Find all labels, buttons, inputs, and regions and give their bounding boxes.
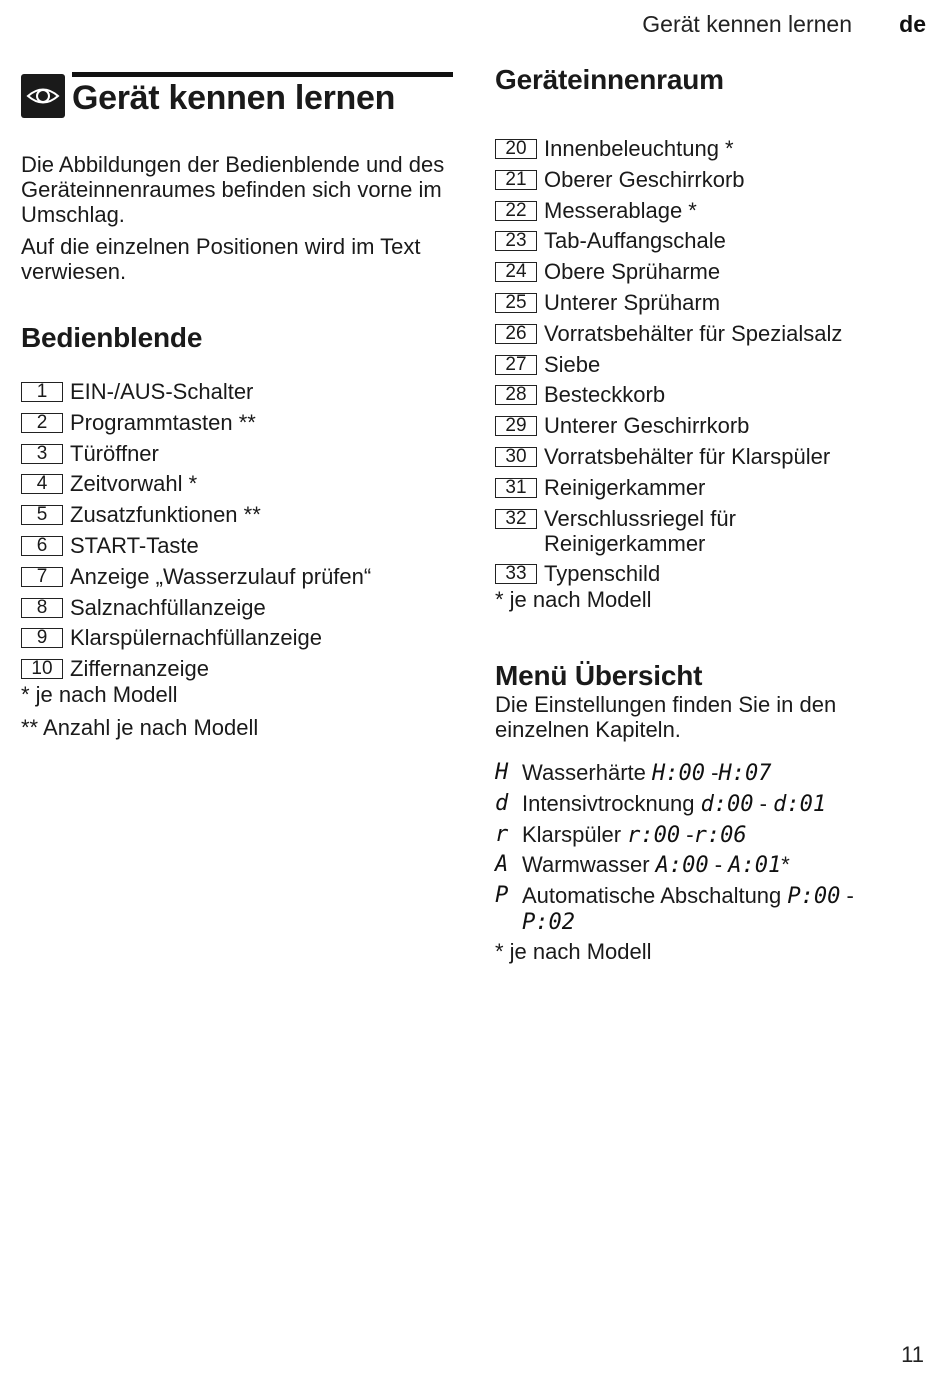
menu-intro: Die Einstellungen finden Sie in den einzelnen Kapiteln. [495,692,837,743]
position-number: 20 [495,139,537,159]
list-item [495,413,915,444]
list-item [495,561,915,587]
position-number: 3 [21,444,63,464]
item-label: Ziffernanzeige [70,656,210,682]
range-to: r:06 [693,822,747,848]
menu-label: Klarspüler [522,821,622,847]
position-number: 4 [21,474,63,494]
position-number: 30 [495,447,537,467]
range-to: H:07 [718,761,772,787]
item-label: Vorratsbehälter für Klarspüler [544,443,831,469]
list-item [21,564,453,595]
item-label: Unterer Geschirrkorb [544,413,750,439]
range-from: A:00 [655,853,709,879]
position-number: 5 [21,505,63,525]
heading-bedienblende: Bedienblende [21,322,203,353]
list-item [21,471,453,502]
item-label: Klarspülernachfüllanzeige [70,625,322,651]
item-label: Obere Sprüharme [544,259,721,285]
position-number: 1 [21,382,63,402]
item-label: EIN-/AUS-Schalter [70,379,254,404]
range-from: d:00 [700,791,754,817]
range-to: d:01 [773,791,827,817]
menu-row [495,791,915,822]
list-item [495,321,915,352]
display-letter: r [495,821,509,847]
item-label: Türöffner [70,440,159,466]
position-number: 26 [495,324,537,344]
left-column [21,72,453,740]
range-sep: - [753,790,774,816]
position-number: 28 [495,385,537,405]
list-item [21,656,453,682]
menu-label: Intensivtrocknung [522,790,695,816]
page-number: 11 [901,1342,924,1367]
item-label: Siebe [544,351,601,377]
item-label: Programmtasten ** [70,409,256,435]
menu-label: Wasserhärte [522,760,646,786]
item-label: Tab-Auffangschale [544,228,726,254]
language-code: de [899,11,926,37]
position-number: 2 [21,413,63,433]
list-item [495,259,915,290]
position-number: 31 [495,478,537,498]
display-letter: P [495,883,509,909]
range-to: P:02 [522,910,575,936]
running-header-title: Gerät kennen lernen [642,11,852,37]
position-number: 23 [495,231,537,251]
range-sep: - [705,760,719,786]
list-item [495,506,915,562]
list-item [21,625,453,656]
display-letter: A [495,852,509,878]
menu-row [495,852,915,883]
item-label: Oberer Geschirrkorb [544,166,745,192]
menu-row [495,822,915,853]
menu-row [495,760,915,791]
list-item [21,502,453,533]
position-number: 6 [21,536,63,556]
list-item [495,444,915,475]
list-item [495,198,915,229]
section-title-row [21,77,453,118]
position-number: 24 [495,262,537,282]
range-sep: - [708,852,729,878]
list-item [495,167,915,198]
list-item [495,290,915,321]
list-item [495,136,915,167]
position-number: 9 [21,628,63,648]
range-from: r:00 [627,822,681,848]
footnote: ** Anzahl je nach Modell [21,715,259,741]
item-label: Besteckkorb [544,382,666,408]
display-letter: d [495,790,509,816]
position-number: 10 [21,659,63,679]
range-from: P:00 [787,884,841,910]
range-to: A:01 [728,853,782,879]
footnote: * je nach Modell [21,682,178,708]
position-number: 25 [495,293,537,313]
heading-menu-uebersicht: Menü Übersicht [495,660,703,692]
list-item [21,379,453,410]
list-item [495,352,915,383]
item-label: Zeitvorwahl * [70,471,198,497]
range-suffix: * [781,852,790,878]
display-letter: H [495,760,509,786]
item-label: Unterer Sprüharm [544,289,721,315]
eye-icon [21,74,65,118]
list-item [21,533,453,564]
position-number: 27 [495,355,537,375]
item-label: Salznachfüllanzeige [70,594,266,620]
item-label: Reinigerkammer [544,474,706,500]
list-item [21,441,453,472]
range-from: H:00 [652,761,705,787]
position-number: 8 [21,598,63,618]
position-number: 22 [495,201,537,221]
bedienblende-list [21,379,453,682]
item-label: Vorratsbehälter für Spezialsalz [544,320,843,346]
item-label: Zusatzfunktionen ** [70,502,261,528]
list-item [495,382,915,413]
position-number: 7 [21,567,63,587]
menu-list [495,760,915,939]
position-number: 32 [495,509,537,529]
range-sep: - [680,821,694,847]
item-label: START-Taste [70,532,199,558]
list-item [21,595,453,626]
intro-paragraph: Auf die einzelnen Positionen wird im Text verwiesen. [21,234,421,284]
heading-geraeteinnenraum: Geräteinnenraum [495,64,724,95]
item-label: Messerablage * [544,197,697,223]
footnote: * je nach Modell [495,587,652,613]
innenraum-list [495,136,915,587]
right-column [495,64,915,964]
position-number: 21 [495,170,537,190]
intro-text [21,152,453,284]
item-label: Anzeige „Wasserzulauf prüfen“ [70,563,372,589]
position-number: 29 [495,416,537,436]
menu-label: Automatische Abschaltung [522,883,782,909]
menu-row [495,883,915,939]
list-item [21,410,453,441]
intro-paragraph: Die Abbildungen der Bedienblende und des Geräteinnenraumes befinden sich vorne im Umschlag. [21,152,445,227]
list-item [495,475,915,506]
item-label: Innenbeleuchtung * [544,136,734,161]
footnote: * je nach Modell [495,938,652,964]
item-label: Typenschild [544,561,661,587]
page-title: Gerät kennen lernen [72,79,396,117]
range-sep: - [840,883,854,909]
position-number: 33 [495,564,537,584]
item-label: Verschlussriegel für Reinigerkammer [544,505,736,556]
menu-label: Warmwasser [522,852,650,878]
list-item [495,228,915,259]
